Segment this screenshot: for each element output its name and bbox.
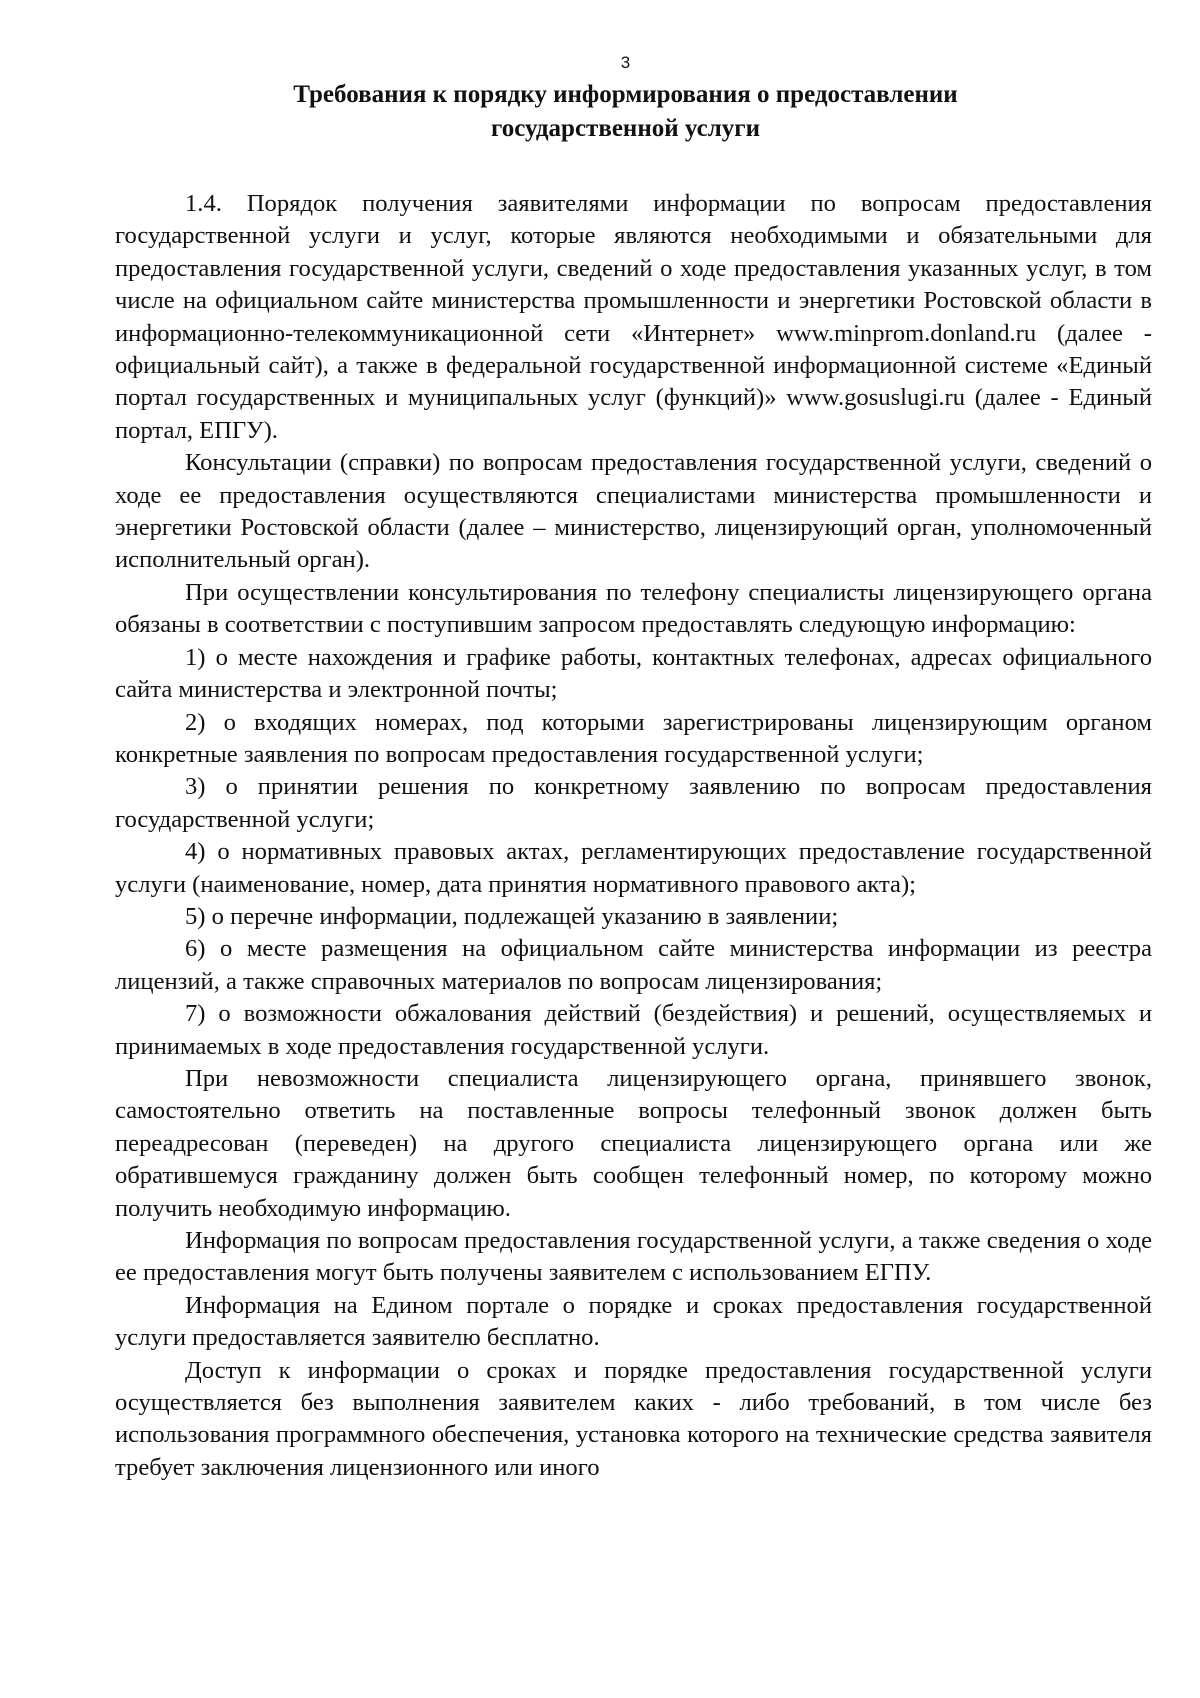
- document-body: [115, 188, 1152, 1484]
- list-item-2: 2) о входящих номерах, под которыми зарегистрированы лицензирующим органом конкретные заявления по вопросам предоставления государственной услуги;: [115, 708, 1152, 768]
- list-item-6: 6) о месте размещения на официальном сайте министерства информации из реестра лицензий, а также справочных материалов по вопросам лицензирования;: [115, 935, 1152, 995]
- section-title-line-2: государственной услуги: [490, 115, 761, 142]
- list-item-4: 4) о нормативных правовых актах, регламентирующих предоставление государственной услуги (наименование, номер, дата принятия нормативного правового акта);: [115, 838, 1152, 898]
- paragraph-call-redirect: При невозможности специалиста лицензирующего органа, принявшего звонок, самостоятельно ответить на поставленные вопросы телефонный звонок должен быть переадресован (переведен) на другого специалиста лицензирующего органа или же обратившемуся гражданину должен быть сообщен телефонный номер, по которому можно получить необходимую информацию.: [115, 1064, 1152, 1222]
- list-item-7: 7) о возможности обжалования действий (бездействия) и решений, осуществляемых и принимаемых в ходе предоставления государственной услуги.: [115, 1000, 1152, 1060]
- paragraph-phone-consulting: При осуществлении консультирования по телефону специалисты лицензирующего органа обязаны в соответствии с поступившим запросом предоставлять следующую информацию:: [115, 578, 1152, 639]
- paragraph-1-4: 1.4. Порядок получения заявителями информации по вопросам предоставления государственной услуги и услуг, которые являются необходимыми и обязательными для предоставления государственной услуги, сведений о ходе предоставления указанных услуг, в том числе на официальном сайте министерства промышленности и энергетики Ростовской области в информационно-телекоммуникационной сети «Интернет» www.minprom.donland.ru (далее - официальный сайт), а также в федеральной государственной информационной системе «Единый портал государственных и муниципальных услуг (функций)» www.gosuslugi.ru (далее - Единый портал, ЕПГУ).: [115, 190, 1152, 444]
- list-item-1: 1) о месте нахождения и графике работы, контактных телефонах, адресах официального сайта министерства и электронной почты;: [115, 643, 1152, 704]
- paragraph-access-info: Доступ к информации о сроках и порядке предоставления государственной услуги осуществляется без выполнения заявителем каких - либо требований, в том числе без использования программного обеспечения, установка которого на технические средства заявителя требует заключения лицензионного или иного: [115, 1356, 1152, 1481]
- list-item-3: 3) о принятии решения по конкретному заявлению по вопросам предоставления государственной услуги;: [115, 773, 1152, 833]
- section-title-line-1: Требования к порядку информирования о предоставлении: [293, 81, 958, 108]
- section-title: [115, 78, 1152, 146]
- list-item-5: 5) о перечне информации, подлежащей указанию в заявлении;: [185, 902, 839, 930]
- paragraph-consultations: Консультации (справки) по вопросам предоставления государственной услуги, сведений о ходе ее предоставления осуществляются специалистами министерства промышленности и энергетики Ростовской области (далее – министерство, лицензирующий орган, уполномоченный исполнительный орган).: [115, 449, 1152, 574]
- paragraph-free-info: Информация на Едином портале о порядке и сроках предоставления государственной услуги предоставляется заявителю бесплатно.: [115, 1291, 1152, 1352]
- paragraph-egpu-info: Информация по вопросам предоставления государственной услуги, а также сведения о ходе ее предоставления могут быть получены заявителем с использованием ЕГПУ.: [115, 1227, 1152, 1287]
- page-number: 3: [620, 53, 631, 72]
